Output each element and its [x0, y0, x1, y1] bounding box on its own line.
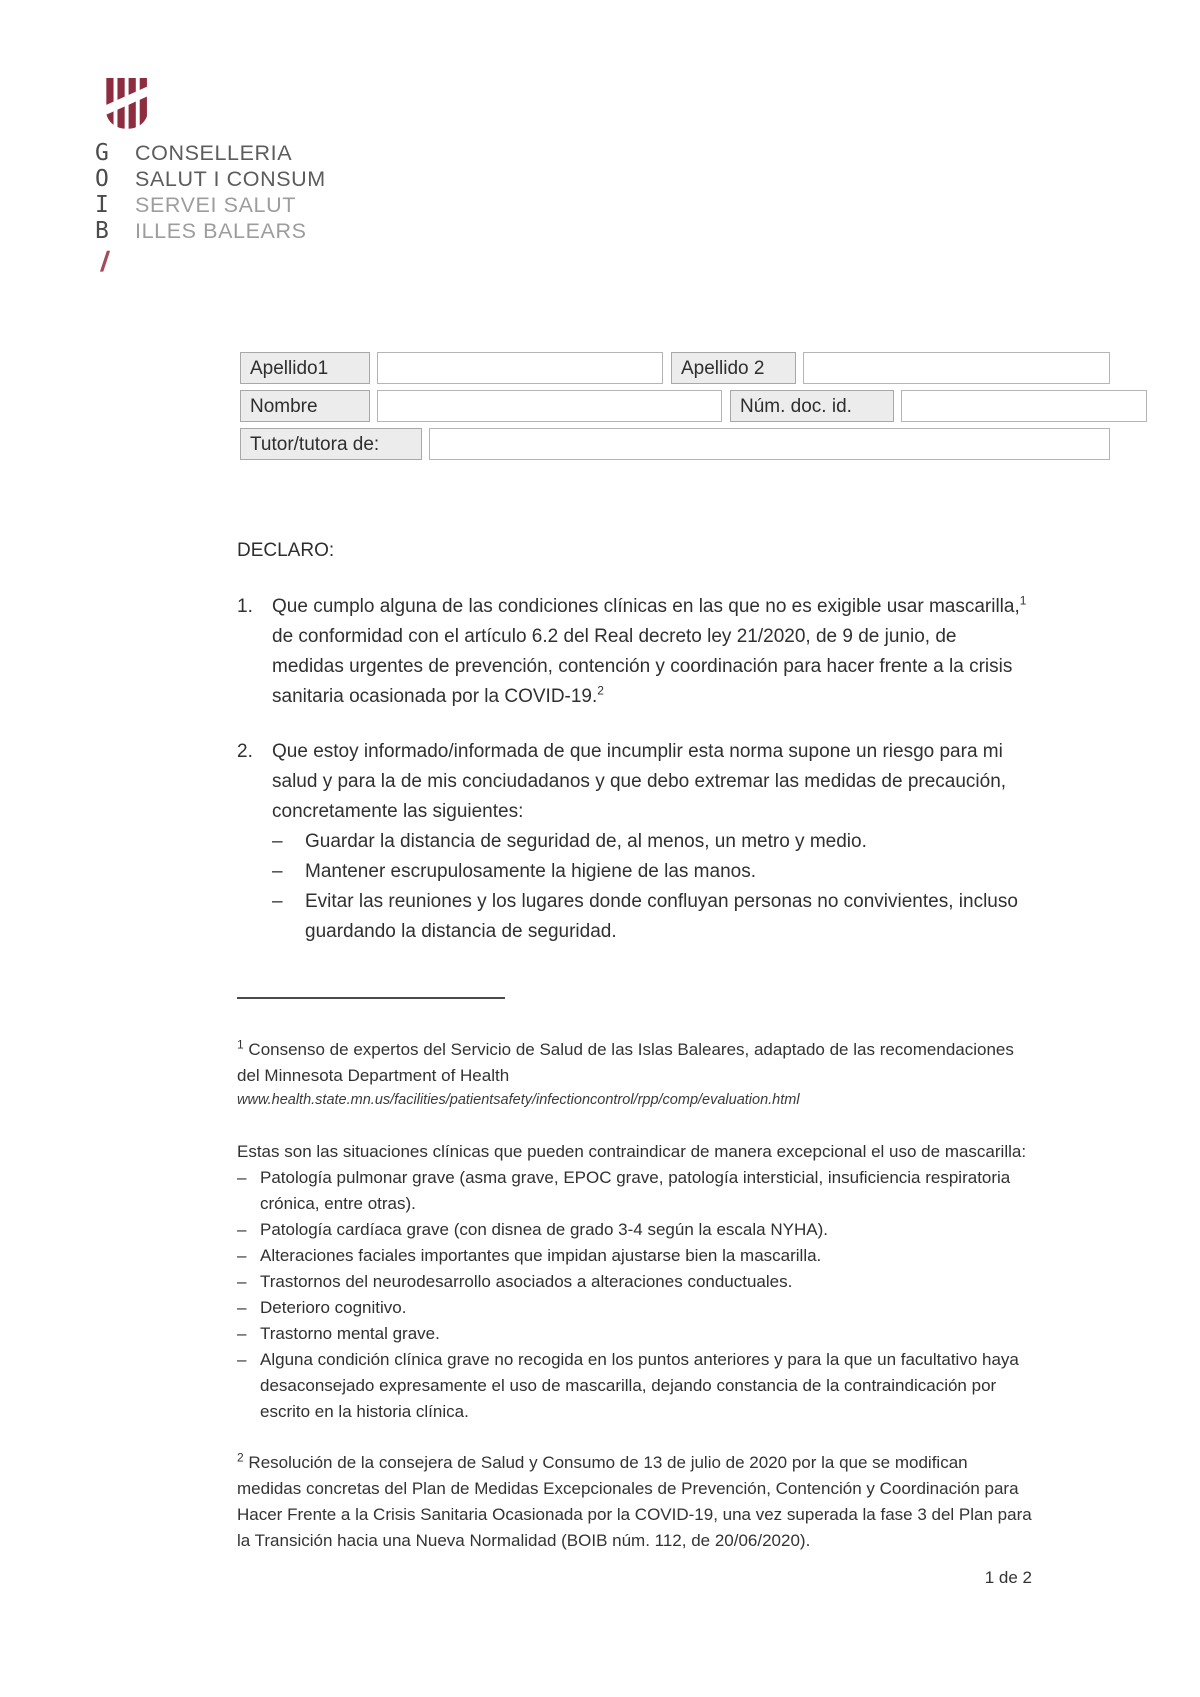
- declaration-item-2: [237, 737, 1032, 947]
- footnote-2: $^2$ Resolución de la consejera de Salud y Consumo de 13 de julio de 2020 por la que se modifican medidas concretas del Plan de Medidas Excepcionales de Prevención, Contención y Coordinación para Hacer Frente a la Crisis Sanitaria Ocasionada por la COVID-19, una vez superada la fase 3 del Plan para la Transición hacia una Nueva Normalidad (BOIB núm. 112, de 20/06/2020).: [237, 1450, 1032, 1550]
- tutor-input[interactable]: [429, 428, 1110, 460]
- logo-slash-icon: /: [98, 246, 112, 277]
- dash-bullet: –: [237, 1220, 247, 1239]
- dash-bullet: –: [237, 1272, 247, 1291]
- goib-logo: [95, 78, 326, 278]
- clinical-condition-item: – Trastornos del neurodesarrollo asociados a alteraciones conductuales.: [237, 1269, 1032, 1295]
- logo-letter-o: O: [95, 166, 109, 192]
- dash-bullet: –: [237, 1298, 247, 1317]
- logo-letter-b: B: [95, 218, 109, 244]
- precaution-item: – Mantener escrupulosamente la higiene de las manos.: [272, 857, 1032, 887]
- clinical-condition-item: – Trastorno mental grave.: [237, 1321, 1032, 1347]
- apellido2-label: Apellido 2: [671, 352, 796, 384]
- apellido1-label: Apellido1: [240, 352, 370, 384]
- logo-text-salut-consum: SALUT I CONSUM: [135, 167, 326, 191]
- form-row-nombre-doc: [240, 390, 1110, 422]
- dash-bullet: –: [237, 1168, 247, 1187]
- footnote-1: $^1$ Consenso de expertos del Servicio de Salud de las Islas Baleares, adaptado de las recomendaciones del Minnesota Department of Health www.health.state.mn.us/facilities/patientsafety/infectioncontrol/rpp/comp/evaluation.html: [237, 1037, 1032, 1111]
- logo-row-salut-consum: [95, 166, 326, 192]
- footnote-2-marker: 2: [237, 1450, 244, 1465]
- num-doc-id-input[interactable]: [901, 390, 1147, 422]
- dash-bullet: –: [237, 1324, 247, 1343]
- precaution-item: – Guardar la distancia de seguridad de, al menos, un metro y medio.: [272, 827, 1032, 857]
- balearic-shield-icon: [103, 78, 151, 131]
- dash-bullet: –: [272, 831, 283, 852]
- logo-letter-i: I: [95, 192, 109, 218]
- logo-row-conselleria: [95, 140, 326, 166]
- footnote-ref-1: 1: [1019, 593, 1027, 608]
- clinical-condition-item: – Alguna condición clínica grave no recogida en los puntos anteriores y para la que un facultativo haya desaconsejado expresamente el uso de mascarilla, dejando constancia de la contraindicación por escrito en la historia clínica.: [237, 1347, 1032, 1425]
- logo-text-illes-balears: ILLES BALEARS: [135, 219, 307, 243]
- footnote-1-url: www.health.state.mn.us/facilities/patientsafety/infectioncontrol/rpp/comp/evaluation.html: [237, 1092, 800, 1108]
- precaution-list: [272, 827, 1032, 947]
- dash-bullet: –: [237, 1350, 247, 1369]
- apellido1-input[interactable]: [377, 352, 663, 384]
- apellido2-input[interactable]: [803, 352, 1110, 384]
- logo-text-servei-salut: SERVEI SALUT: [135, 193, 296, 217]
- clinical-condition-item: – Deterioro cognitivo.: [237, 1295, 1032, 1321]
- logo-text-conselleria: CONSELLERIA: [135, 141, 293, 165]
- tutor-label: Tutor/tutora de:: [240, 428, 422, 460]
- dash-bullet: –: [237, 1246, 247, 1265]
- nombre-label: Nombre: [240, 390, 370, 422]
- item-1-text: Que cumplo alguna de las condiciones clínicas en las que no es exigible usar mascarilla,$^1$ de conformidad con el artículo 6.2 del Real decreto ley 21/2020, de 9 de junio, de medidas urgentes de prevención, contención y coordinación para hacer frente a la crisis sanitaria ocasionada por la COVID-19.$^2$: [272, 593, 1027, 707]
- logo-letter-g: G: [95, 140, 109, 166]
- item-2-text: Que estoy informado/informada de que incumplir esta norma supone un riesgo para mi salud y para la de mis conciudadanos y que debo extremar las medidas de precaución, concretamente las siguientes: – Guardar la distancia de seguridad de, al menos, un metro y medio. – Mantener escrupulosamente la higiene de las manos. – Evitar las reuniones y los lugares donde confluyan personas no convivientes, incluso guardando la distancia de seguridad.: [272, 737, 1032, 947]
- page-number: 1 de 2: [984, 1568, 1032, 1587]
- declaro-heading: DECLARO:: [237, 540, 335, 561]
- declaration-item-1: [237, 592, 1032, 712]
- num-doc-id-label: Núm. doc. id.: [730, 390, 894, 422]
- clinical-conditions-intro: Estas son las situaciones clínicas que pueden contraindicar de manera excepcional el uso de mascarilla:: [237, 1142, 1027, 1161]
- item-2-number: 2.: [237, 741, 253, 762]
- footnote-ref-2: 2: [597, 683, 604, 698]
- declaration-body: [237, 540, 1032, 1588]
- form-row-apellidos: [240, 352, 1110, 384]
- clinical-condition-item: – Alteraciones faciales importantes que impidan ajustarse bien la mascarilla.: [237, 1243, 1032, 1269]
- precaution-item: – Evitar las reuniones y los lugares donde confluyan personas no convivientes, incluso guardando la distancia de seguridad.: [272, 887, 1032, 947]
- identity-form: [240, 352, 1110, 466]
- footnote-1-marker: 1: [237, 1037, 244, 1052]
- clinical-condition-item: – Patología pulmonar grave (asma grave, EPOC grave, patología intersticial, insuficiencia respiratoria crónica, entre otras).: [237, 1165, 1032, 1217]
- clinical-conditions-list: [237, 1165, 1032, 1425]
- form-row-tutor: [240, 428, 1110, 460]
- dash-bullet: –: [272, 861, 283, 882]
- dash-bullet: –: [272, 891, 283, 912]
- footnote-separator: [237, 997, 505, 999]
- item-1-number: 1.: [237, 596, 253, 617]
- clinical-condition-item: – Patología cardíaca grave (con disnea de grado 3-4 según la escala NYHA).: [237, 1217, 1032, 1243]
- nombre-input[interactable]: [377, 390, 722, 422]
- logo-row-illes-balears: [95, 218, 326, 244]
- logo-row-servei-salut: [95, 192, 326, 218]
